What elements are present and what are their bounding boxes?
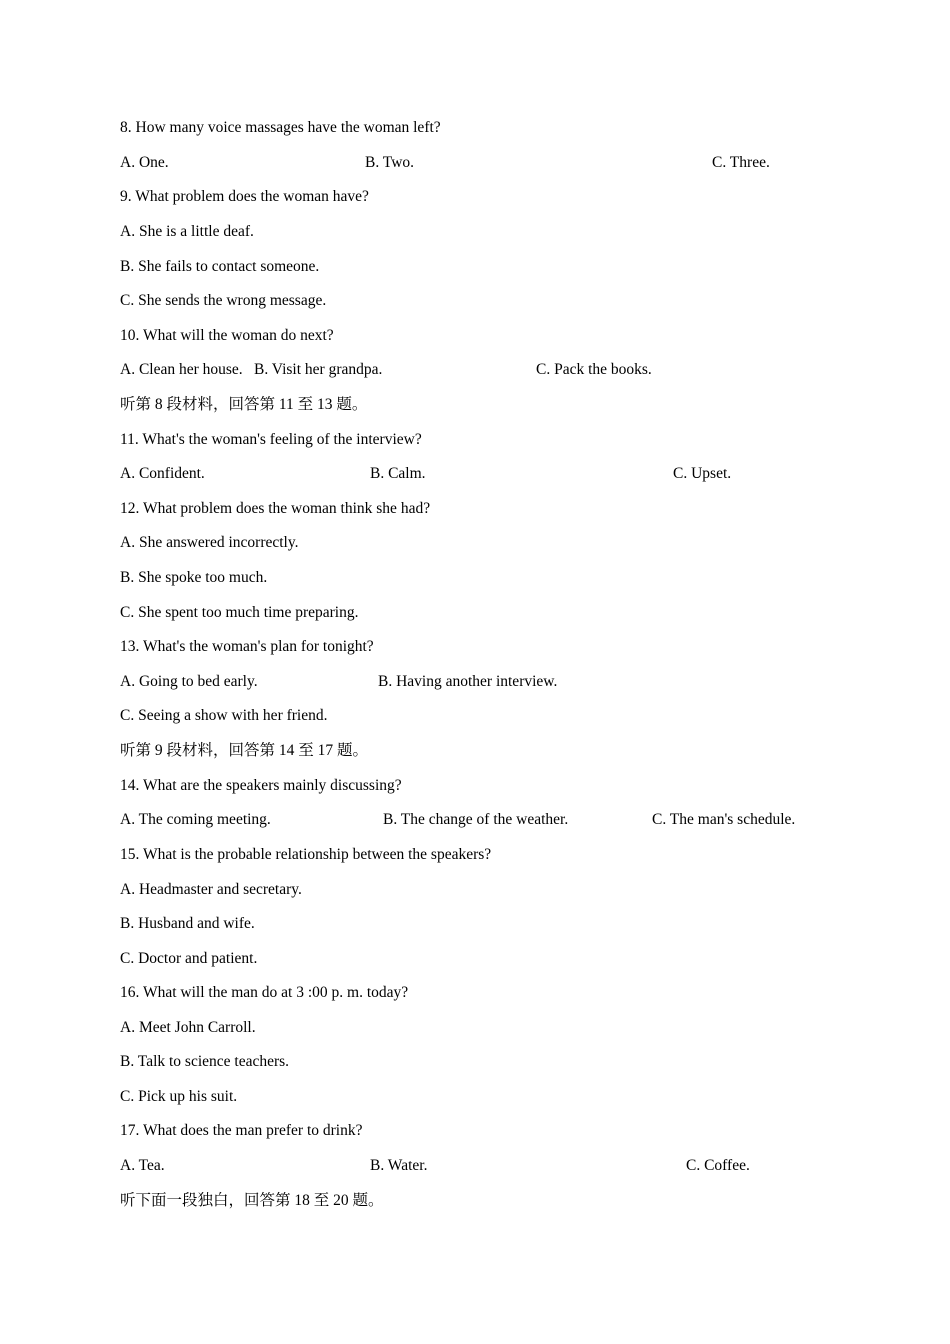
question-9: 9. What problem does the woman have? (120, 188, 369, 205)
question-13: 13. What's the woman's plan for tonight? (120, 638, 374, 655)
q13-option-a: A. Going to bed early. (120, 673, 258, 690)
q13-option-c: C. Seeing a show with her friend. (120, 707, 328, 724)
question-11: 11. What's the woman's feeling of the interview? (120, 431, 422, 448)
q9-option-b: B. She fails to contact someone. (120, 258, 320, 275)
q12-option-c: C. She spent too much time preparing. (120, 604, 359, 621)
question-8: 8. How many voice massages have the woman left? (120, 119, 441, 136)
question-16: 16. What will the man do at 3 :00 p. m. today? (120, 984, 409, 1001)
q15-option-a: A. Headmaster and secretary. (120, 881, 302, 898)
q17-option-a: A. Tea. (120, 1157, 165, 1174)
q13-option-b: B. Having another interview. (378, 673, 558, 690)
q12-option-a: A. She answered incorrectly. (120, 534, 299, 551)
q10-option-b: B. Visit her grandpa. (254, 361, 383, 378)
section-9-instruction: 听第 9 段材料，回答第 14 至 17 题。 (120, 742, 369, 759)
q17-option-b: B. Water. (370, 1157, 428, 1174)
q9-option-c: C. She sends the wrong message. (120, 292, 327, 309)
q11-option-a: A. Confident. (120, 465, 205, 482)
q15-option-c: C. Doctor and patient. (120, 950, 258, 967)
question-15: 15. What is the probable relationship between the speakers? (120, 846, 492, 863)
question-17: 17. What does the man prefer to drink? (120, 1122, 363, 1139)
section-monologue-instruction: 听下面一段独白，回答第 18 至 20 题。 (120, 1192, 384, 1209)
q9-option-a: A. She is a little deaf. (120, 223, 254, 240)
question-14: 14. What are the speakers mainly discussing? (120, 777, 402, 794)
q17-option-c: C. Coffee. (686, 1157, 750, 1174)
question-10: 10. What will the woman do next? (120, 327, 334, 344)
q14-option-b: B. The change of the weather. (383, 811, 569, 828)
q8-option-a: A. One. (120, 154, 169, 171)
q10-option-c: C. Pack the books. (536, 361, 652, 378)
section-8-instruction: 听第 8 段材料，回答第 11 至 13 题。 (120, 396, 368, 413)
q14-option-a: A. The coming meeting. (120, 811, 271, 828)
q8-option-b: B. Two. (365, 154, 415, 171)
q16-option-c: C. Pick up his suit. (120, 1088, 238, 1105)
question-12: 12. What problem does the woman think she had? (120, 500, 431, 517)
q12-option-b: B. She spoke too much. (120, 569, 268, 586)
q16-option-a: A. Meet John Carroll. (120, 1019, 256, 1036)
q16-option-b: B. Talk to science teachers. (120, 1053, 290, 1070)
q8-option-c: C. Three. (712, 154, 770, 171)
q11-option-c: C. Upset. (673, 465, 732, 482)
q14-option-c: C. The man's schedule. (652, 811, 796, 828)
q15-option-b: B. Husband and wife. (120, 915, 255, 932)
q11-option-b: B. Calm. (370, 465, 426, 482)
q10-option-a: A. Clean her house. (120, 361, 243, 378)
